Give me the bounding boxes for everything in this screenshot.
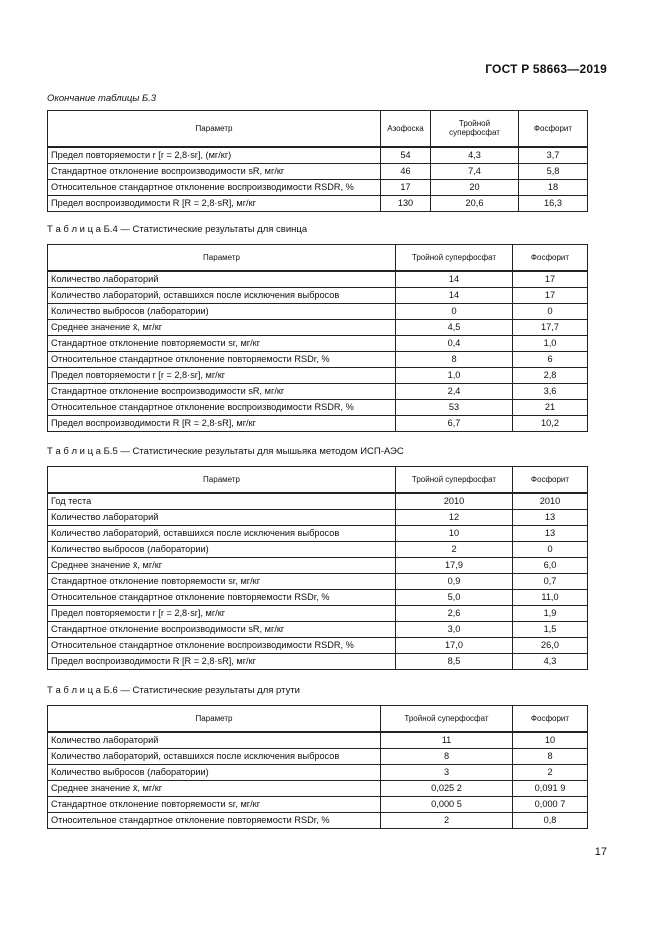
cell-value: 2 [381,812,513,828]
col-header: Фосфорит [513,245,588,271]
cell-value: 0,025 2 [381,780,513,796]
cell-value: 11 [381,732,513,749]
cell-value: 2 [513,764,588,780]
cell-value: 6,0 [513,557,588,573]
table-b5 [47,466,588,670]
col-header: Тройной суперфосфат [396,245,513,271]
cell-value: 5,8 [519,163,588,179]
row-label: Стандартное отклонение повторяемости sr, мг/кг [48,573,396,589]
table-row [48,525,588,541]
cell-value: 2,4 [396,383,513,399]
row-label: Количество выбросов (лаборатории) [48,541,396,557]
cell-value: 5,0 [396,589,513,605]
cell-value: 26,0 [513,637,588,653]
cell-value: 18 [519,179,588,195]
row-label: Предел воспроизводимости R [R = 2,8·sR], мг/кг [48,415,396,431]
cell-value: 8 [513,748,588,764]
table-row [48,732,588,749]
cell-value: 1,5 [513,621,588,637]
cell-value: 2010 [396,493,513,510]
table-row [48,399,588,415]
row-label: Стандартное отклонение повторяемости sr, мг/кг [48,796,381,812]
col-header: Параметр [48,706,381,732]
table-row [48,637,588,653]
table-row [48,541,588,557]
cell-value: 6 [513,351,588,367]
cell-value: 3,6 [513,383,588,399]
cell-value: 3 [381,764,513,780]
table-row [48,493,588,510]
table-row [48,271,588,288]
cell-value: 17 [381,179,431,195]
table-b3-caption: Окончание таблицы Б.3 [47,93,157,104]
cell-value: 0,9 [396,573,513,589]
row-label: Предел воспроизводимости R [R = 2,8·sR], мг/кг [48,653,396,669]
cell-value: 0,000 5 [381,796,513,812]
table-row [48,748,588,764]
table-row [48,303,588,319]
cell-value: 0,091 9 [513,780,588,796]
row-label: Количество лабораторий [48,271,396,288]
table-row [48,764,588,780]
cell-value: 1,0 [513,335,588,351]
row-label: Предел воспроизводимости R [R = 2,8·sR], мг/кг [48,195,381,211]
col-header: Параметр [48,245,396,271]
table-row [48,653,588,669]
table-b4-caption: Т а б л и ц а Б.4 — Статистические результаты для свинца [47,224,308,235]
row-label: Относительное стандартное отклонение воспроизводимости RSDR, % [48,179,381,195]
cell-value: 6,7 [396,415,513,431]
table-row [48,557,588,573]
cell-value: 20,6 [431,195,519,211]
cell-value: 14 [396,287,513,303]
cell-value: 8 [396,351,513,367]
cell-value: 2,8 [513,367,588,383]
table-b5-caption: Т а б л и ц а Б.5 — Статистические результаты для мышьяка методом ИСП-АЭС [47,446,404,457]
cell-value: 2010 [513,493,588,510]
cell-value: 0,8 [513,812,588,828]
cell-value: 8 [381,748,513,764]
table-row [48,415,588,431]
col-header: Тройной суперфосфат [381,706,513,732]
col-header: Тройной суперфосфат [431,111,519,147]
cell-value: 4,3 [513,653,588,669]
cell-value: 13 [513,525,588,541]
cell-value: 4,3 [431,147,519,164]
cell-value: 46 [381,163,431,179]
table-row [48,179,588,195]
cell-value: 21 [513,399,588,415]
col-header: Фосфорит [513,706,588,732]
row-label: Среднее значение x̄, мг/кг [48,557,396,573]
cell-value: 3,0 [396,621,513,637]
cell-value: 0,7 [513,573,588,589]
table-row [48,335,588,351]
col-header: Фосфорит [513,467,588,493]
cell-value: 17 [513,271,588,288]
table-row [48,287,588,303]
cell-value: 10 [396,525,513,541]
cell-value: 0 [513,541,588,557]
cell-value: 4,5 [396,319,513,335]
cell-value: 8,5 [396,653,513,669]
table-row [48,796,588,812]
table-row [48,573,588,589]
table-row [48,367,588,383]
cell-value: 17 [513,287,588,303]
col-header: Фосфорит [519,111,588,147]
row-label: Количество лабораторий, оставшихся после исключения выбросов [48,287,396,303]
cell-value: 3,7 [519,147,588,164]
row-label: Стандартное отклонение воспроизводимости sR, мг/кг [48,163,381,179]
table-row [48,780,588,796]
table-row [48,605,588,621]
document-header: ГОСТ Р 58663—2019 [485,62,607,76]
table-b6-caption: Т а б л и ц а Б.6 — Статистические результаты для ртути [47,685,300,696]
row-label: Предел повторяемости r [r = 2,8·sr], мг/кг [48,367,396,383]
cell-value: 10,2 [513,415,588,431]
row-label: Предел повторяемости r [r = 2,8·sr], (мг/кг) [48,147,381,164]
cell-value: 1,0 [396,367,513,383]
row-label: Стандартное отклонение воспроизводимости sR, мг/кг [48,383,396,399]
cell-value: 17,9 [396,557,513,573]
row-label: Относительное стандартное отклонение повторяемости RSDr, % [48,589,396,605]
cell-value: 14 [396,271,513,288]
col-header: Тройной суперфосфат [396,467,513,493]
row-label: Среднее значение x̄, мг/кг [48,319,396,335]
table-b4 [47,244,588,432]
row-label: Предел повторяемости r [r = 2,8·sr], мг/кг [48,605,396,621]
cell-value: 0,000 7 [513,796,588,812]
cell-value: 2,6 [396,605,513,621]
cell-value: 0 [513,303,588,319]
row-label: Относительное стандартное отклонение повторяемости RSDr, % [48,812,381,828]
table-b3 [47,110,588,212]
table-row [48,509,588,525]
cell-value: 13 [513,509,588,525]
row-label: Количество лабораторий [48,732,381,749]
col-header: Параметр [48,467,396,493]
row-label: Среднее значение x̄, мг/кг [48,780,381,796]
cell-value: 53 [396,399,513,415]
cell-value: 16,3 [519,195,588,211]
table-row [48,351,588,367]
row-label: Количество лабораторий [48,509,396,525]
page-number: 17 [594,846,607,858]
cell-value: 1,9 [513,605,588,621]
col-header: Азофоска [381,111,431,147]
row-label: Количество выбросов (лаборатории) [48,764,381,780]
cell-value: 10 [513,732,588,749]
table-row [48,812,588,828]
row-label: Относительное стандартное отклонение повторяемости RSDr, % [48,351,396,367]
row-label: Относительное стандартное отклонение воспроизводимости RSDR, % [48,637,396,653]
table-b6 [47,705,588,829]
cell-value: 0,4 [396,335,513,351]
cell-value: 11,0 [513,589,588,605]
table-row [48,195,588,211]
row-label: Количество лабораторий, оставшихся после исключения выбросов [48,748,381,764]
cell-value: 17,0 [396,637,513,653]
row-label: Стандартное отклонение повторяемости sr, мг/кг [48,335,396,351]
cell-value: 20 [431,179,519,195]
row-label: Количество лабораторий, оставшихся после исключения выбросов [48,525,396,541]
table-row [48,383,588,399]
table-row [48,163,588,179]
table-row [48,621,588,637]
row-label: Количество выбросов (лаборатории) [48,303,396,319]
cell-value: 7,4 [431,163,519,179]
cell-value: 0 [396,303,513,319]
cell-value: 17,7 [513,319,588,335]
cell-value: 12 [396,509,513,525]
cell-value: 2 [396,541,513,557]
row-label: Относительное стандартное отклонение воспроизводимости RSDR, % [48,399,396,415]
table-row [48,319,588,335]
col-header: Параметр [48,111,381,147]
cell-value: 130 [381,195,431,211]
row-label: Стандартное отклонение воспроизводимости sR, мг/кг [48,621,396,637]
cell-value: 54 [381,147,431,164]
table-row [48,589,588,605]
table-row [48,147,588,164]
row-label: Год теста [48,493,396,510]
